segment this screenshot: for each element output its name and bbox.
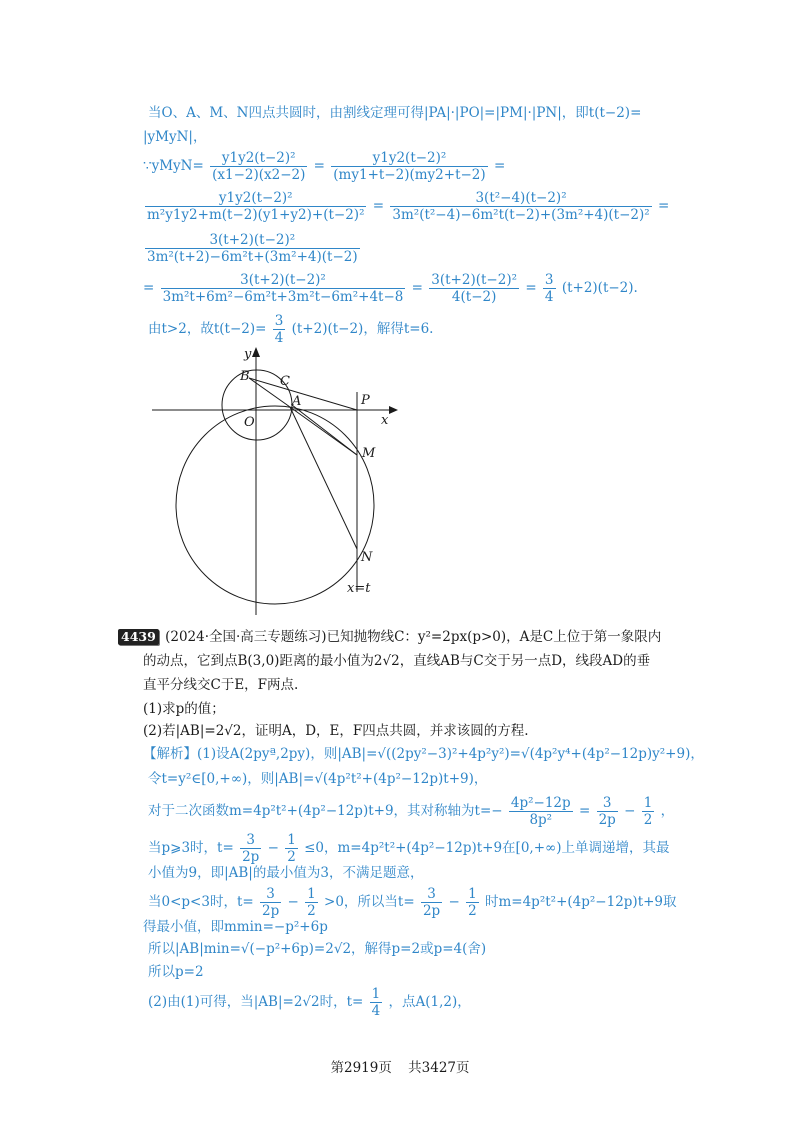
label-y: y	[244, 347, 252, 362]
fraction	[260, 886, 281, 919]
problem-line	[118, 628, 661, 646]
equation-text: (t+2)(t−2)，解得t=6.	[291, 321, 434, 337]
problem-line: 直平分线交C于E，F两点.	[143, 677, 299, 693]
denominator: 3m²(t²−4)−6m²t(t−2)+(3m²+4)(t−2)²	[392, 207, 650, 223]
numerator: 4p²−12p	[510, 795, 571, 811]
label-M: M	[362, 446, 376, 461]
denominator: 4(t−2)	[451, 289, 497, 305]
problem-line: 的动点，它到点B(3,0)距离的最小值为2√2，直线AB与C交于另一点D，线段AD的垂	[143, 653, 651, 669]
page-number: 第2919页	[330, 1060, 392, 1076]
minus: −	[267, 840, 279, 856]
solution-text: (2)由(1)可得，当|AB|=2√2时，t=	[148, 994, 364, 1010]
solution-line: 所以|AB|min=√(−p²+6p)=2√2，解得p=2或p=4(舍)	[148, 941, 487, 957]
label-C: C	[280, 374, 290, 389]
page-total: 共3427页	[408, 1060, 470, 1076]
label-N: N	[361, 550, 373, 565]
minus: −	[287, 894, 299, 910]
solution-line	[148, 886, 677, 919]
numerator: 1	[287, 832, 296, 848]
label-A: A	[292, 394, 302, 409]
denominator: 2p	[242, 849, 260, 865]
denominator: 8p²	[529, 812, 553, 828]
equals: =	[493, 158, 506, 174]
solution-line: 【解析】(1)设A(2pyª,2py)，则|AB|=√((2py²−3)²+4p²y²)=√(4p²y⁴+(4p²−12p)y²+9)，	[143, 746, 704, 762]
denominator: 2	[307, 903, 316, 919]
numerator: 3(t²−4)(t−2)²	[390, 190, 651, 207]
label-O: O	[244, 415, 255, 430]
line-AN	[290, 407, 357, 549]
numerator: 3	[274, 313, 284, 329]
numerator: 1	[307, 886, 316, 902]
denominator: 2p	[598, 812, 616, 828]
equation-text: 由t>2，故t(t−2)=	[148, 321, 267, 337]
fraction	[642, 795, 655, 828]
text-line: 当O、A、M、N四点共圆时，由割线定理可得|PA|·|PO|=|PM|·|PN|，即t(t−2)=	[148, 105, 642, 121]
denominator: 4	[274, 330, 284, 346]
numerator: 3(t+2)(t−2)²	[161, 272, 406, 289]
equation-text: (t+2)(t−2).	[561, 280, 638, 296]
numerator: 3	[597, 795, 618, 812]
fraction	[466, 886, 479, 919]
denominator: 3m²(t+2)−6m²t+(3m²+4)(t−2)	[147, 249, 358, 265]
label-B: B	[240, 369, 250, 384]
fraction	[370, 986, 383, 1019]
solution-line: 所以p=2	[148, 964, 204, 980]
fraction	[421, 886, 442, 919]
fraction	[305, 886, 318, 919]
solution-line: 得最小值，即mmin=−p²+6p	[143, 919, 328, 935]
denominator: 4	[371, 1003, 381, 1019]
label-x: x	[381, 413, 389, 428]
numerator: 1	[468, 886, 477, 902]
denominator: 2	[468, 903, 477, 919]
solution-line: 小值为9，即|AB|的最小值为3，不满足题意，	[148, 865, 424, 881]
equation-text: ∵yMyN=	[143, 158, 204, 174]
label-P: P	[361, 393, 370, 408]
equals: =	[657, 198, 670, 214]
denominator: 4	[544, 289, 554, 305]
denominator: 3m²t+6m²−6m²t+3m²t−6m²+4t−8	[162, 289, 404, 305]
equals: =	[411, 280, 423, 296]
solution-text: 当0<p<3时，t=	[148, 894, 254, 910]
numerator: 3	[544, 272, 554, 288]
equals: =	[143, 280, 155, 296]
line-BP	[249, 378, 357, 410]
numerator: 3	[421, 886, 442, 903]
fraction	[509, 795, 573, 828]
denominator: 2p	[422, 903, 441, 919]
minus: −	[624, 803, 636, 819]
question-1: (1)求p的值；	[143, 701, 225, 717]
numerator: 3(t+2)(t−2)²	[431, 272, 518, 288]
solution-text: ，点A(1,2)，	[388, 994, 471, 1010]
y-axis-arrow	[252, 347, 260, 357]
solution-line	[148, 832, 670, 865]
solution-text: 时m=4p²t²+(4p²−12p)t+9取	[484, 894, 677, 910]
solution-text: ，	[660, 803, 675, 819]
label-x-equals-t: x=t	[347, 581, 371, 596]
denominator: 2	[643, 812, 653, 828]
numerator: y1y2(t−2)²	[145, 190, 366, 207]
text-line: |yMyN|，	[143, 129, 207, 145]
fraction	[285, 832, 298, 865]
solution-text: ≤0，m=4p²t²+(4p²−12p)t+9在[0,+∞)上单调递增，其最	[304, 840, 670, 856]
numerator: 3	[240, 832, 261, 849]
numerator: 3(t+2)(t−2)²	[145, 232, 360, 249]
solution-text: 当p⩾3时，t=	[148, 840, 234, 856]
question-2: (2)若|AB|=2√2，证明A，D，E，F四点共圆，并求该圆的方程.	[143, 723, 529, 739]
solution-text: 对于二次函数m=4p²t²+(4p²−12p)t+9，其对称轴为t=−	[148, 803, 503, 819]
minus: −	[448, 894, 460, 910]
solution-line	[148, 795, 674, 828]
numerator: y1y2(t−2)²	[210, 150, 307, 167]
denominator: 2	[287, 849, 296, 865]
numerator: y1y2(t−2)²	[331, 150, 487, 167]
solution-line	[148, 986, 471, 1019]
equals: =	[578, 803, 591, 819]
equals: =	[313, 158, 325, 174]
problem-number-badge: 4439	[118, 629, 159, 645]
equals: =	[525, 280, 537, 296]
fraction	[240, 832, 261, 865]
denominator: (my1+t−2)(my2+t−2)	[333, 167, 486, 183]
equals: =	[372, 198, 385, 214]
problem-text: (2024·全国·高三专题练习)已知抛物线C：y²=2px(p>0)，A是C上位于第一象限内	[165, 629, 662, 645]
numerator: 3	[260, 886, 281, 903]
solution-text: >0，所以当t=	[324, 894, 415, 910]
denominator: m²y1y2+m(t−2)(y1+y2)+(t−2)²	[147, 207, 365, 223]
large-circle	[176, 406, 374, 604]
denominator: (x1−2)(x2−2)	[212, 167, 306, 183]
numerator: 1	[643, 795, 653, 811]
fraction	[597, 795, 618, 828]
denominator: 2p	[261, 903, 280, 919]
numerator: 1	[371, 986, 381, 1002]
line-A-M2	[292, 405, 357, 455]
x-axis-arrow	[389, 406, 398, 414]
page-footer	[0, 1056, 800, 1076]
solution-line: 令t=y²∈[0,+∞)，则|AB|=√(4p²t²+(4p²−12p)t+9)，	[148, 771, 488, 787]
